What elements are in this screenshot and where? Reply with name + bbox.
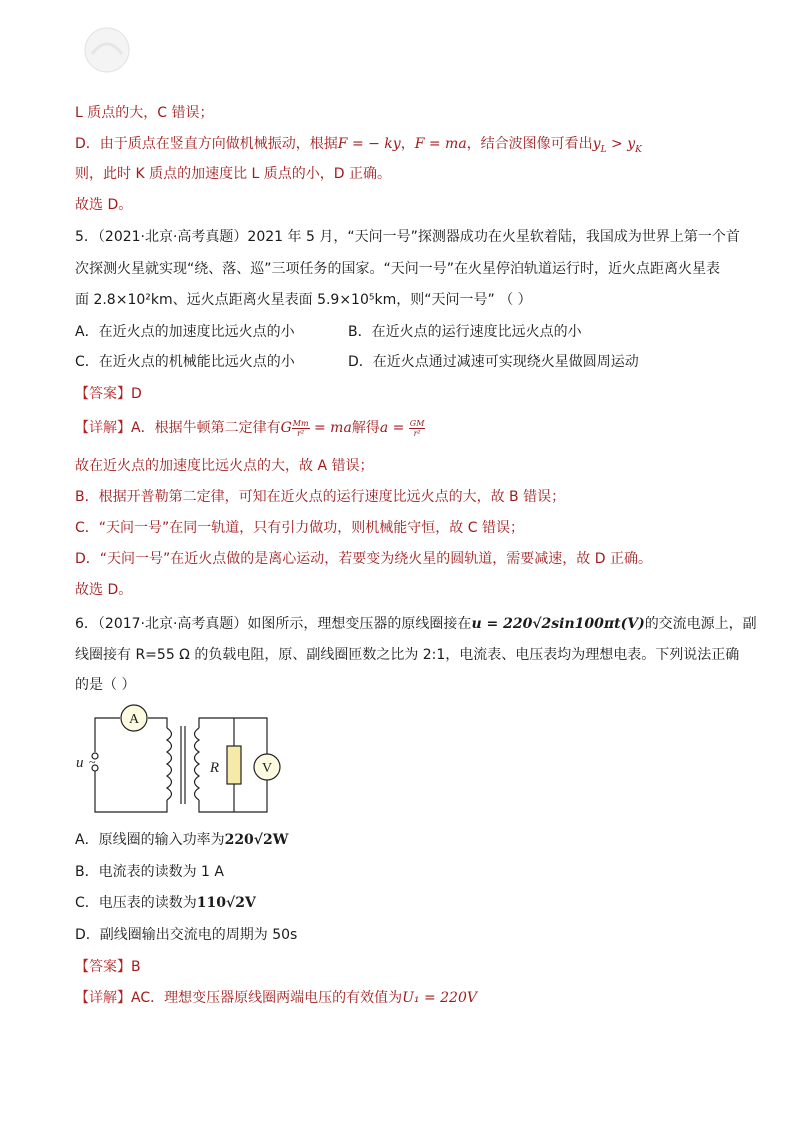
question-6-stem-line: 6．（2017·北京·高考真题）如图所示，理想变压器的原线圈接在u = 220√2sin100πt(V)的交流电源上，副 (75, 616, 757, 632)
question-6-detail: 【详解】AC．理想变压器原线圈两端电压的有效值为U₁ = 220V (75, 990, 477, 1006)
question-6-option-c: C．电压表的读数为110√2V (75, 895, 256, 911)
question-5-option-d: D．在近火点通过减速可实现绕火星做圆周运动 (348, 354, 639, 370)
choice-conclusion: 故选 D。 (75, 582, 133, 598)
question-6-answer: 【答案】B (75, 959, 141, 975)
option-d-explanation: D．由于质点在竖直方向做机械振动，根据F = − ky，F = ma，结合波图像可看出$y_L > y_K$ (75, 136, 642, 155)
publisher-logo (62, 24, 152, 76)
question-5-detail-line: B．根据开普勒第二定律，可知在近火点的运行速度比远火点的大，故 B 错误； (75, 489, 566, 505)
question-6-option-d: D．副线圈输出交流电的周期为 50s (75, 927, 298, 943)
question-6-option-a: A．原线圈的输入功率为220√2W (75, 832, 289, 848)
question-5-stem-line: 5．（2021·北京·高考真题）2021 年 5 月，“天问一号”探测器成功在火星软着陆，我国成为世界上第一个首 (75, 229, 740, 245)
text-line: 则，此时 K 质点的加速度比 L 质点的小，D 正确。 (75, 166, 392, 182)
question-5-option-b: B．在近火点的运行速度比远火点的小 (348, 324, 582, 340)
question-6-stem-line: 线圈接有 R=55 Ω 的负载电阻，原、副线圈匝数之比为 2:1，电流表、电压表均为理想电表。下列说法正确 (75, 647, 740, 663)
transformer-circuit-diagram (72, 700, 297, 818)
question-5-detail-line: C．“天问一号”在同一轨道，只有引力做功，则机械能守恒，故 C 错误； (75, 520, 524, 536)
question-5-detail-line: 故在近火点的加速度比远火点的大，故 A 错误； (75, 458, 374, 474)
question-5-detail-line: D．“天问一号”在近火点做的是离心运动，若要变为绕火星的圆轨道，需要减速，故 D 正确。 (75, 551, 652, 567)
question-5-stem-line: 面 2.8×10²km、远火点距离火星表面 5.9×10⁵km，则“天问一号” （ ） (75, 292, 532, 308)
voltmeter-label: V (261, 761, 273, 776)
question-5-answer: 【答案】D (75, 386, 142, 402)
resistor-label: R (209, 760, 219, 776)
choice-conclusion: 故选 D。 (75, 197, 133, 213)
question-6-stem-line: 的是（ ） (75, 677, 136, 693)
resistor-symbol (227, 746, 241, 784)
question-5-option-c: C．在近火点的机械能比远火点的小 (75, 354, 295, 370)
question-5-detail-a: 【详解】A．根据牛顿第二定律有G $\frac{Mm}{\text{r²}}$ = ma解得a = $\frac{GM}{\text{r²}}$ (75, 418, 425, 438)
source-label: u (76, 755, 84, 771)
text-line: L 质点的大，C 错误； (75, 105, 214, 121)
ac-symbol: ~ (89, 755, 96, 769)
ammeter-label: A (128, 712, 140, 727)
question-5-option-a: A．在近火点的加速度比远火点的小 (75, 324, 295, 340)
question-5-stem-line: 次探测火星就实现“绕、落、巡”三项任务的国家。“天问一号”在火星停泊轨道运行时，近火点距离火星表 (75, 261, 721, 277)
question-6-option-b: B．电流表的读数为 1 A (75, 864, 224, 880)
